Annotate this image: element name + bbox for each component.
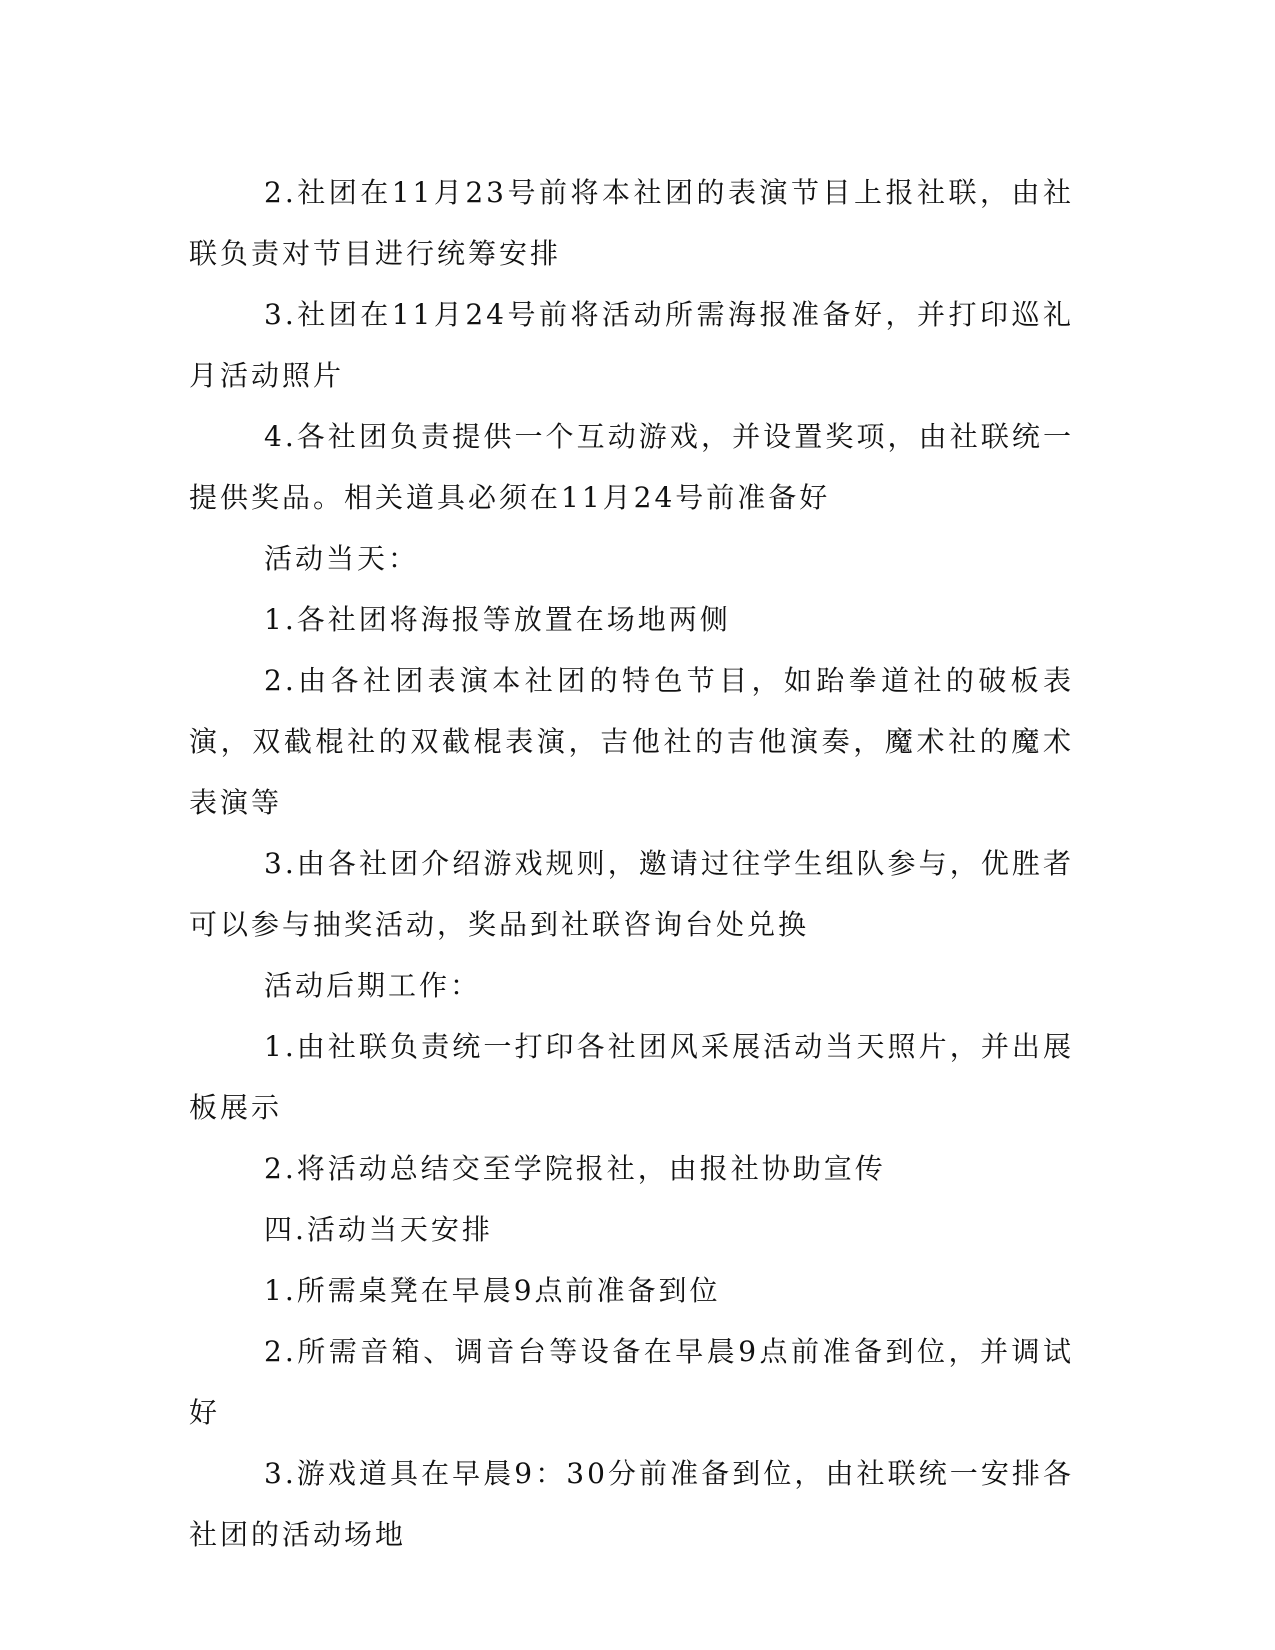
section-heading-day-arrangement: 四.活动当天安排 (264, 1213, 493, 1246)
paragraph-6: 2.由各社团表演本社团的特色节目，如跆拳道社的破板表演，双截棍社的双截棍表演，吉他社的吉他演奏，魔术社的魔术表演等 (189, 664, 1074, 819)
document-body (189, 162, 1074, 1565)
paragraph-14: 3.游戏道具在早晨9：30分前准备到位，由社联统一安排各社团的活动场地 (189, 1457, 1074, 1551)
paragraph-10: 2.将活动总结交至学院报社，由报社协助宣传 (264, 1152, 886, 1185)
paragraph-3: 4.各社团负责提供一个互动游戏，并设置奖项，由社联统一提供奖品。相关道具必须在11月24号前准备好 (189, 420, 1074, 514)
section-heading-day-of-event: 活动当天： (264, 542, 420, 575)
paragraph-1: 2.社团在11月23号前将本社团的表演节目上报社联，由社联负责对节目进行统筹安排 (189, 176, 1074, 270)
paragraph-2: 3.社团在11月24号前将活动所需海报准备好，并打印巡礼月活动照片 (189, 298, 1074, 392)
section-heading-post-event-work: 活动后期工作： (264, 969, 482, 1002)
paragraph-7: 3.由各社团介绍游戏规则，邀请过往学生组队参与，优胜者可以参与抽奖活动，奖品到社联咨询台处兑换 (189, 847, 1074, 941)
paragraph-9: 1.由社联负责统一打印各社团风采展活动当天照片，并出展板展示 (189, 1030, 1074, 1124)
paragraph-13: 2.所需音箱、调音台等设备在早晨9点前准备到位，并调试好 (189, 1335, 1074, 1429)
paragraph-12: 1.所需桌凳在早晨9点前准备到位 (264, 1274, 721, 1307)
paragraph-5: 1.各社团将海报等放置在场地两侧 (264, 603, 731, 636)
